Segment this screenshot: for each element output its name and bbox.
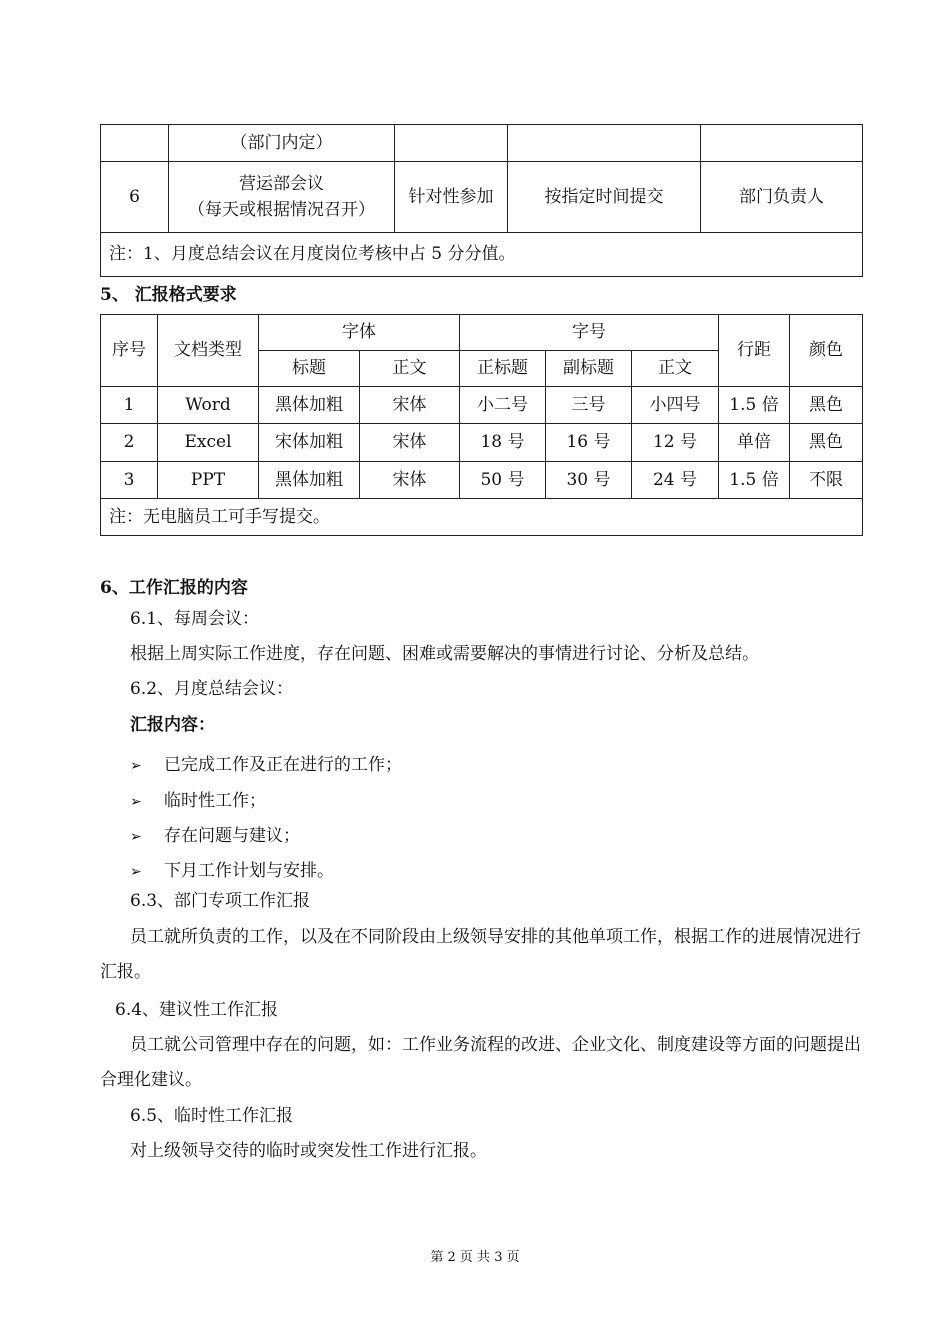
attend-cell: 针对性参加 (395, 162, 508, 233)
owner-cell: 部门负责人 (701, 162, 863, 233)
list-item: ➢ 存在问题与建议； (130, 826, 300, 846)
submit-cell: 按指定时间提交 (508, 162, 701, 233)
table-row (101, 424, 863, 462)
report-content-label: 汇报内容： (130, 715, 215, 735)
subsection-6-3: 6.3、部门专项工作汇报 (130, 891, 311, 911)
cell-spacing: 1.5 倍 (719, 462, 790, 499)
arrow-bullet-icon: ➢ (130, 829, 142, 845)
subsection-6-1: 6.1、每周会议： (130, 609, 260, 629)
cell-font-title: 黑体加粗 (259, 387, 360, 424)
cell-size-sub: 三号 (546, 387, 632, 424)
header-no: 序号 (101, 315, 158, 387)
cell-size-body: 小四号 (632, 387, 719, 424)
cell-size-main: 50 号 (460, 462, 546, 499)
subsection-6-2: 6.2、月度总结会议： (130, 679, 294, 699)
cell-type: Excel (158, 424, 259, 462)
table-row (101, 387, 863, 424)
cell-color: 黑色 (790, 387, 863, 424)
header-size-sub: 副标题 (546, 351, 632, 387)
paragraph-6-4: 员工就公司管理中存在的问题，如：工作业务流程的改进、企业文化、制度建设等方面的问题提出合理化建议。 (100, 1035, 861, 1090)
paragraph-6-5: 对上级领导交待的临时或突发性工作进行汇报。 (130, 1141, 487, 1161)
cell-font-body: 宋体 (360, 424, 460, 462)
table-note: 注：1、月度总结会议在月度岗位考核中占 5 分分值。 (101, 233, 863, 277)
header-font-body: 正文 (360, 351, 460, 387)
table-row (101, 462, 863, 499)
meeting-name: 营运部会议 （每天或根据情况召开） (169, 162, 395, 233)
subsection-6-5: 6.5、临时性工作汇报 (130, 1106, 294, 1126)
header-spacing: 行距 (719, 315, 790, 387)
cell-color: 黑色 (790, 424, 863, 462)
cell-spacing: 单倍 (719, 424, 790, 462)
paragraph-6-3: 员工就所负责的工作，以及在不同阶段由上级领导安排的其他单项工作，根据工作的进展情况进行汇报。 (100, 927, 861, 982)
header-font-title: 标题 (259, 351, 360, 387)
cell-size-main: 小二号 (460, 387, 546, 424)
header-row (101, 315, 863, 351)
row-no: 6 (101, 162, 169, 233)
cell-size-body: 24 号 (632, 462, 719, 499)
cell-spacing: 1.5 倍 (719, 387, 790, 424)
header-font: 字体 (259, 315, 460, 351)
format-table (100, 314, 863, 536)
list-item: ➢ 已完成工作及正在进行的工作； (130, 755, 402, 775)
table-row (101, 162, 863, 233)
meeting-name-cont: （部门内定） (169, 125, 395, 162)
cell-size-sub: 16 号 (546, 424, 632, 462)
header-type: 文档类型 (158, 315, 259, 387)
cell-font-title: 宋体加粗 (259, 424, 360, 462)
cell-font-body: 宋体 (360, 387, 460, 424)
header-size: 字号 (460, 315, 719, 351)
cell-size-body: 12 号 (632, 424, 719, 462)
subsection-6-4: 6.4、建议性工作汇报 (115, 1000, 279, 1020)
section-6-title: 6、工作汇报的内容 (100, 578, 248, 598)
cell-no: 1 (101, 387, 158, 424)
table-row (101, 125, 863, 162)
note-row (101, 499, 863, 536)
list-item: ➢ 临时性工作； (130, 791, 266, 811)
header-size-body: 正文 (632, 351, 719, 387)
cell-size-main: 18 号 (460, 424, 546, 462)
cell-type: PPT (158, 462, 259, 499)
meeting-table (100, 124, 863, 277)
section-5-title: 5、 汇报格式要求 (100, 285, 237, 305)
paragraph-6-1: 根据上周实际工作进度，存在问题、困难或需要解决的事情进行讨论、分析及总结。 (130, 644, 759, 664)
cell-color: 不限 (790, 462, 863, 499)
cell-type: Word (158, 387, 259, 424)
header-size-main: 正标题 (460, 351, 546, 387)
cell-font-title: 黑体加粗 (259, 462, 360, 499)
cell-no: 3 (101, 462, 158, 499)
page-footer: 第 2 页 共 3 页 (430, 1250, 520, 1265)
arrow-bullet-icon: ➢ (130, 758, 142, 774)
cell-no: 2 (101, 424, 158, 462)
arrow-bullet-icon: ➢ (130, 864, 142, 880)
cell-size-sub: 30 号 (546, 462, 632, 499)
arrow-bullet-icon: ➢ (130, 794, 142, 810)
list-item: ➢ 下月工作计划与安排。 (130, 861, 334, 881)
table-note: 注：无电脑员工可手写提交。 (101, 499, 863, 536)
cell-font-body: 宋体 (360, 462, 460, 499)
note-row (101, 233, 863, 277)
header-color: 颜色 (790, 315, 863, 387)
